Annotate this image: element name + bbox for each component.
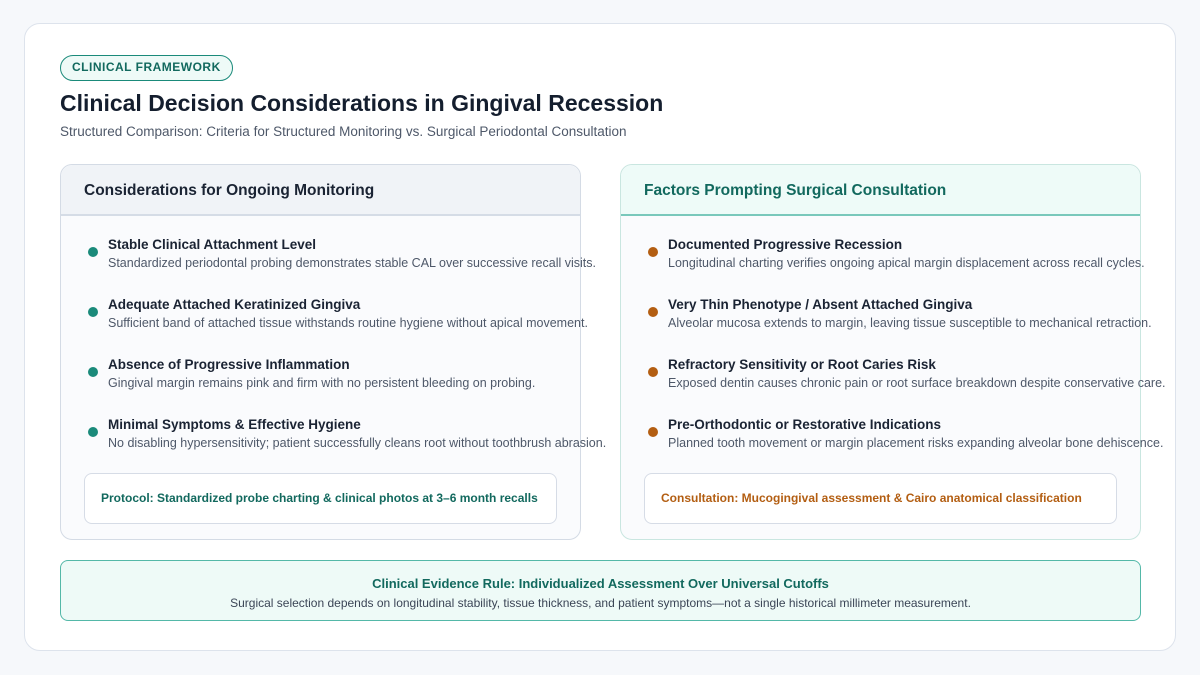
- surgical-item-title: Documented Progressive Recession: [668, 237, 903, 252]
- bullet-dot-icon: [648, 367, 658, 377]
- monitoring-item-title: Stable Clinical Attachment Level: [108, 237, 317, 252]
- surgical-item-desc: Alveolar mucosa extends to margin, leaving tissue susceptible to mechanical retraction.: [668, 316, 1152, 330]
- evidence-rule-box: [60, 560, 1141, 621]
- surgical-item-title: Pre-Orthodontic or Restorative Indications: [668, 417, 942, 432]
- evidence-rule-title: Clinical Evidence Rule: Individualized Assessment Over Universal Cutoffs: [372, 576, 829, 591]
- surgical-panel: [620, 164, 1166, 540]
- bullet-dot-icon: [88, 367, 98, 377]
- bullet-dot-icon: [648, 307, 658, 317]
- monitoring-item-title: Minimal Symptoms & Effective Hygiene: [108, 417, 361, 432]
- monitoring-panel: [60, 164, 607, 540]
- surgical-item-title: Very Thin Phenotype / Absent Attached Gingiva: [668, 297, 973, 312]
- framework-badge: CLINICAL FRAMEWORK: [60, 55, 233, 81]
- monitoring-item-title: Adequate Attached Keratinized Gingiva: [108, 297, 361, 312]
- surgical-consultation-note: Consultation: Mucogingival assessment & Cairo anatomical classification: [644, 473, 1117, 524]
- monitoring-heading: Considerations for Ongoing Monitoring: [61, 165, 580, 216]
- bullet-dot-icon: [648, 427, 658, 437]
- evidence-rule-text: Surgical selection depends on longitudinal stability, tissue thickness, and patient symptoms—not a single historical millimeter measurement.: [230, 596, 971, 610]
- bullet-dot-icon: [88, 247, 98, 257]
- bullet-dot-icon: [648, 247, 658, 257]
- monitoring-item-desc: Standardized periodontal probing demonstrates stable CAL over successive recall visits.: [108, 256, 596, 270]
- surgical-item-desc: Longitudinal charting verifies ongoing apical margin displacement across recall cycles.: [668, 256, 1145, 270]
- bullet-dot-icon: [88, 307, 98, 317]
- monitoring-item-title: Absence of Progressive Inflammation: [108, 357, 350, 372]
- page-subtitle: Structured Comparison: Criteria for Structured Monitoring vs. Surgical Periodontal Consultation: [60, 124, 627, 139]
- surgical-heading: Factors Prompting Surgical Consultation: [621, 165, 1140, 216]
- bullet-dot-icon: [88, 427, 98, 437]
- surgical-item-desc: Exposed dentin causes chronic pain or root surface breakdown despite conservative care.: [668, 376, 1166, 390]
- monitoring-protocol: Protocol: Standardized probe charting & clinical photos at 3–6 month recalls: [84, 473, 557, 524]
- surgical-item-desc: Planned tooth movement or margin placement risks expanding alveolar bone dehiscence.: [668, 436, 1164, 450]
- surgical-item-title: Refractory Sensitivity or Root Caries Risk: [668, 357, 936, 372]
- monitoring-item-desc: No disabling hypersensitivity; patient successfully cleans root without toothbrush abrasion.: [108, 436, 607, 450]
- monitoring-item-desc: Gingival margin remains pink and firm with no persistent bleeding on probing.: [108, 376, 536, 390]
- monitoring-item-desc: Sufficient band of attached tissue withstands routine hygiene without apical movement.: [108, 316, 588, 330]
- page-title: Clinical Decision Considerations in Gingival Recession: [60, 90, 664, 116]
